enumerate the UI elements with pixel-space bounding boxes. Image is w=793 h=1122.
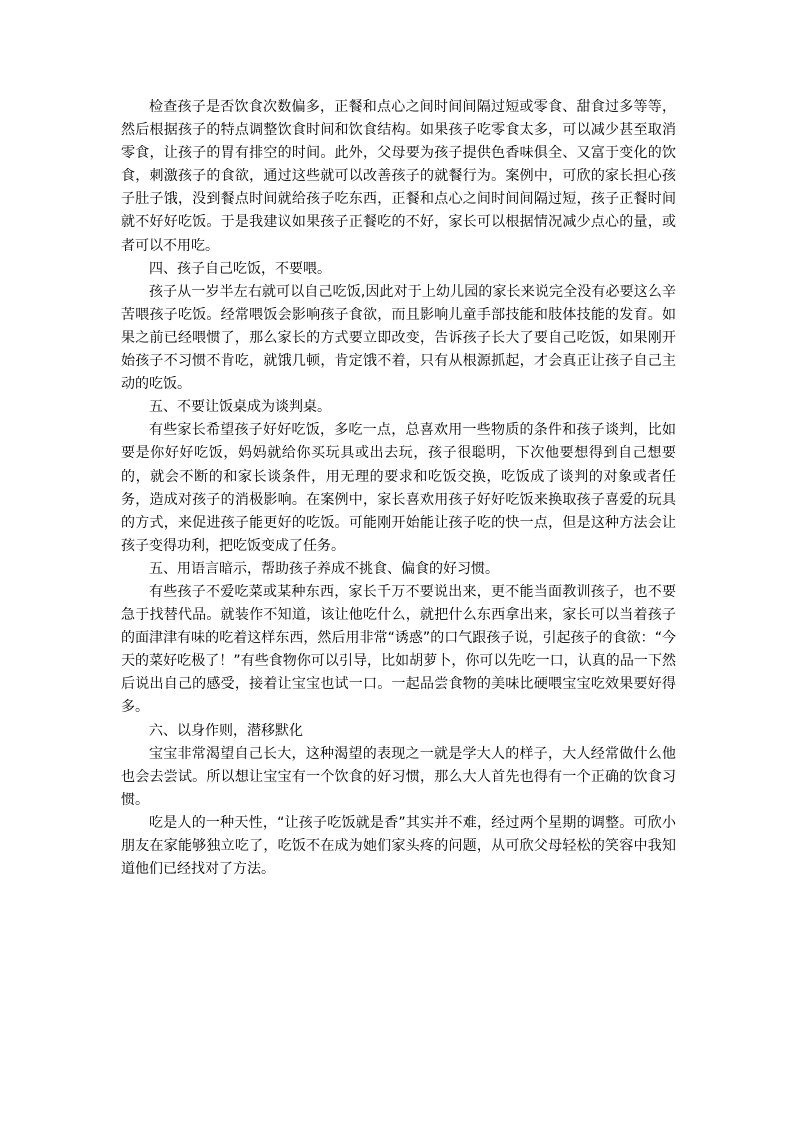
section-heading-lead-by-example: 六、以身作则，潜移默化 bbox=[149, 722, 303, 739]
section-heading-no-negotiation-table: 五、不要让饭桌成为谈判桌。 bbox=[149, 399, 331, 416]
paragraph-language-hints: 有些孩子不爱吃菜或某种东西，家长千万不要说出来，更不能当面教训孩子，也不要急于找替代品。就装作不知道，该让他吃什么，就把什么东西拿出来，家长可以当着孩子的面津津有味的吃着这样东西，然后用非常“诱惑”的口气跟孩子说，引起孩子的食欲：“今天的菜好吃极了！”有些食物你可以引导，比如胡萝卜，你可以先吃一口，认真的品一下然后说出自己的感受，接着让宝宝也试一口。一起品尝食物的美味比硬喂宝宝吃效果要好得多。 bbox=[121, 583, 676, 716]
document-body bbox=[121, 96, 676, 881]
paragraph-check-eating-frequency: 检查孩子是否饮食次数偏多，正餐和点心之间时间间隔过短或零食、甜食过多等等，然后根据孩子的特点调整饮食时间和饮食结构。如果孩子吃零食太多，可以减少甚至取消零食，让孩子的胃有排空的时间。此外，父母要为孩子提供色香味俱全、又富于变化的饮食，刺激孩子的食欲，通过这些就可以改善孩子的就餐行为。案例中，可欣的家长担心孩子肚子饿，没到餐点时间就给孩子吃东西，正餐和点心之间时间间隔过短，孩子正餐时间就不好好吃饭。于是我建议如果孩子正餐吃的不好，家长可以根据情况减少点心的量，或者可以不用吃。 bbox=[121, 99, 676, 254]
paragraph-conclusion: 吃是人的一种天性，“让孩子吃饭就是香”其实并不难，经过两个星期的调整。可欣小朋友在家能够独立吃了，吃饭不在成为她们家头疼的问题，从可欣父母轻松的笑容中我知道他们已经找对了方法。 bbox=[121, 814, 676, 878]
section-heading-language-hints: 五、用语言暗示，帮助孩子养成不挑食、偏食的好习惯。 bbox=[149, 560, 499, 577]
paragraph-no-negotiation-table: 有些家长希望孩子好好吃饭，多吃一点，总喜欢用一些物质的条件和孩子谈判，比如要是你好好吃饭，妈妈就给你买玩具或出去玩，孩子很聪明，下次他要想得到自己想要的，就会不断的和家长谈条件，用无理的要求和吃饭交换，吃饭成了谈判的对象或者任务，造成对孩子的消极影响。在案例中，家长喜欢用孩子好好吃饭来换取孩子喜爱的玩具的方式，来促进孩子能更好的吃饭。可能刚开始能让孩子吃的快一点，但是这种方法会让孩子变得功利，把吃饭变成了任务。 bbox=[121, 422, 676, 554]
paragraph-eat-by-self: 孩子从一岁半左右就可以自己吃饭,因此对于上幼儿园的家长来说完全没有必要这么辛苦喂孩子吃饭。经常喂饭会影响孩子食欲，而且影响儿童手部技能和肢体技能的发育。如果之前已经喂惯了，那么家长的方式要立即改变，告诉孩子长大了要自己吃饭，如果刚开始孩子不习惯不肯吃，就饿几顿，肯定饿不着，只有从根源抓起，才会真正让孩子自己主动的吃饭。 bbox=[121, 283, 676, 393]
section-heading-eat-by-self: 四、孩子自己吃饭，不要喂。 bbox=[149, 260, 331, 277]
paragraph-lead-by-example: 宝宝非常渴望自己长大，这种渴望的表现之一就是学大人的样子，大人经常做什么他也会去尝试。所以想让宝宝有一个饮食的好习惯，那么大人首先也得有一个正确的饮食习惯。 bbox=[121, 745, 676, 808]
